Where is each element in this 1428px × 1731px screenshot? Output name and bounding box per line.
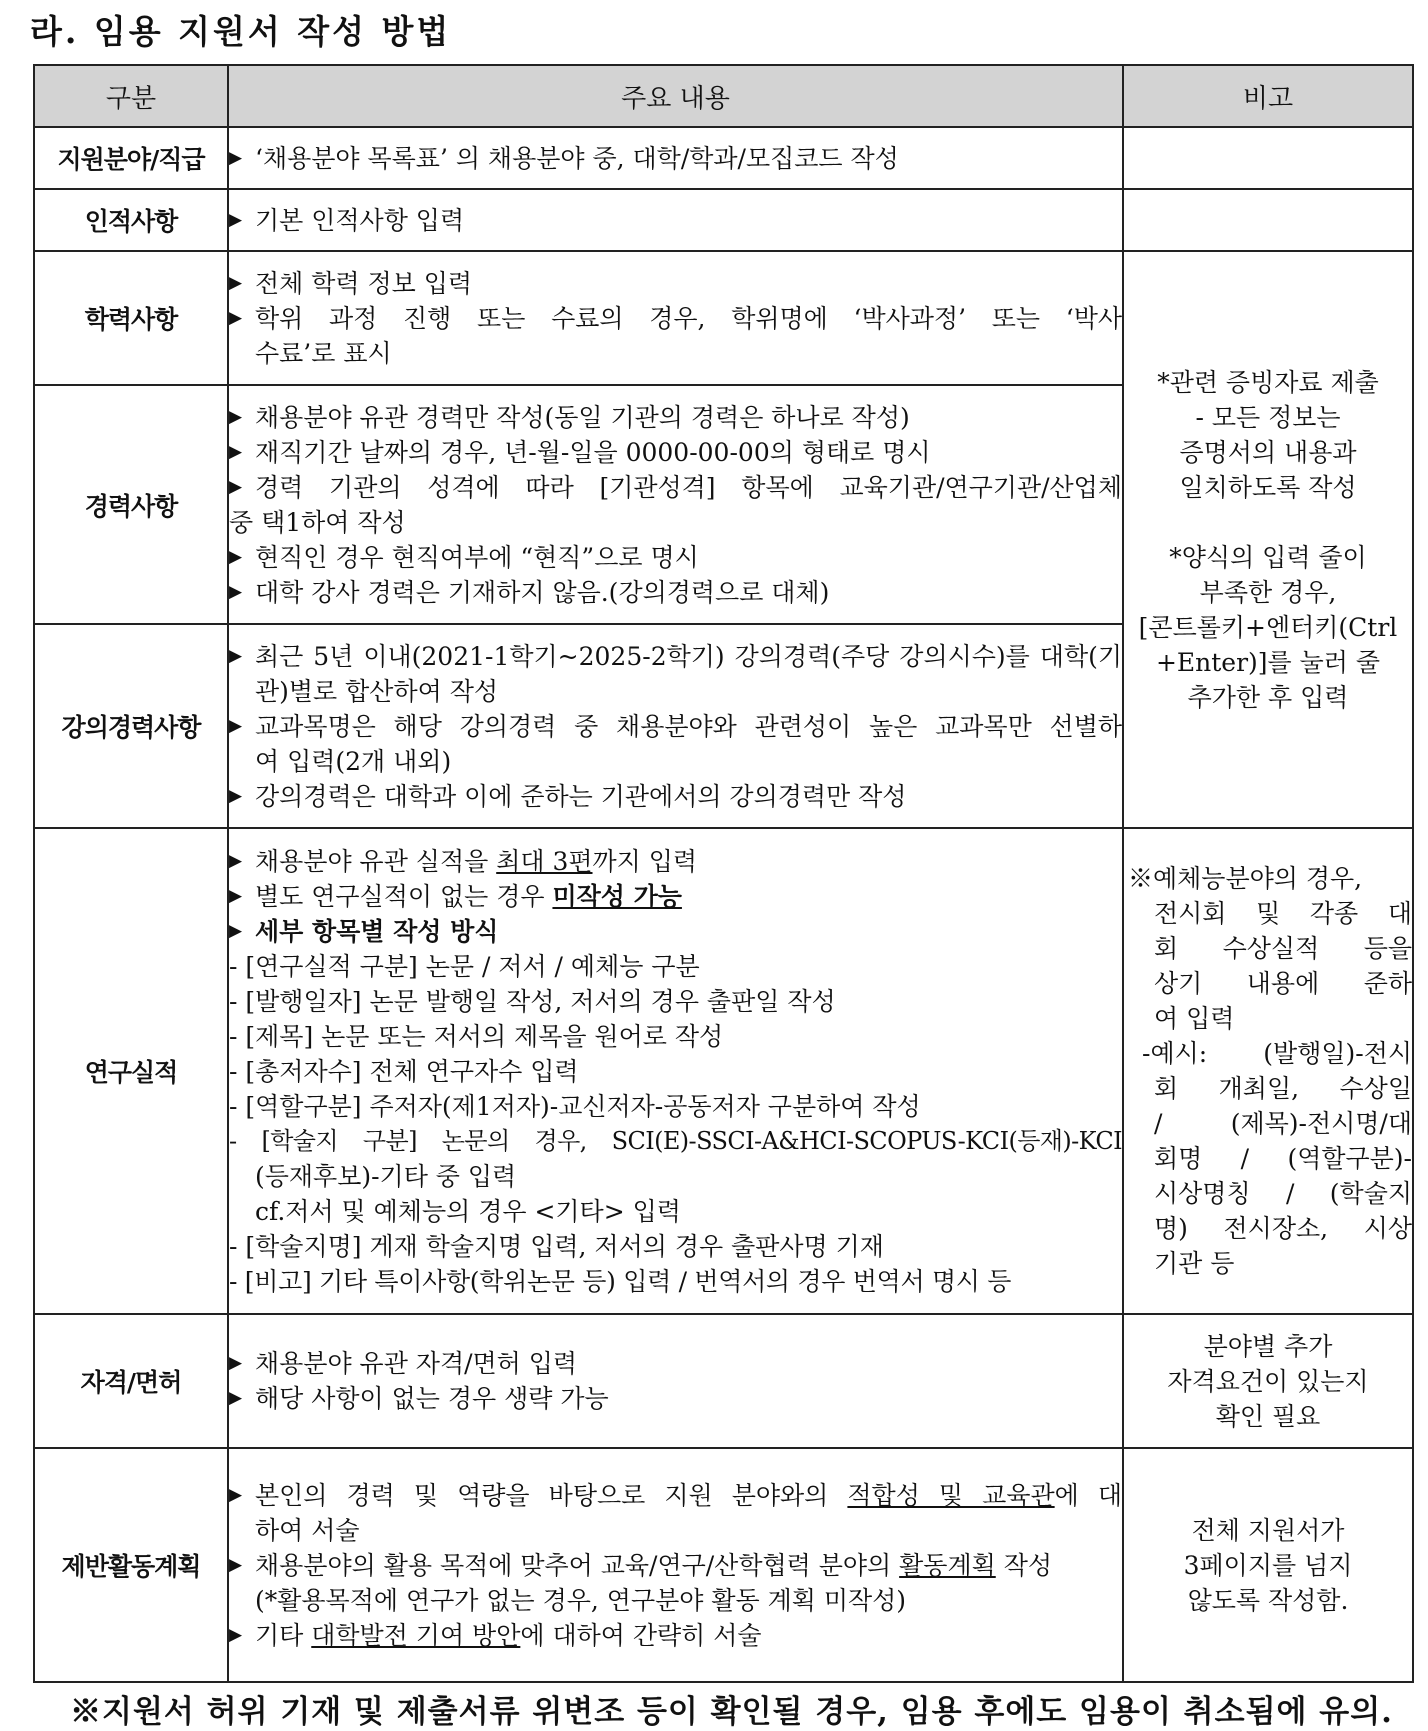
bullet-item: ▶ 대학 강사 경력은 기재하지 않음.(강의경력으로 대체) [229,575,1122,610]
footer-warning: ※지원서 허위 기재 및 제출서류 위변조 등이 확인될 경우, 임용 후에도 임용이 취소됨에 유의. [70,1694,1393,1730]
bullet-item: ▶ 채용분야 유관 경력만 작성(동일 기관의 경력은 하나로 작성) [229,400,1122,435]
bullet-triangle-icon: ▶ [229,476,243,497]
row-category: 지원분야/직급 [34,127,228,189]
row-content: ▶ 채용분야 유관 경력만 작성(동일 기관의 경력은 하나로 작성) ▶ 재직기간 날짜의 경우, 년-월-일을 0000-00-00의 형태로 명시 ▶ 경력 기관의 성격에 따라 [기관성격] 항목에 교육기관/연구기관/산업체 중 택1하여 작성 ▶ 현직인 경우 현직여부에 “현직”으로 명시 ▶ 대학 강사 경력은 기재하지 않음.(강의경력으로 대체) [228,385,1123,624]
row-content [228,1448,1123,1682]
row-content: ▶ 채용분야 유관 실적을 최대 3편까지 입력 ▶ 별도 연구실적이 없는 경우 미작성 가능 ▶ 세부 항목별 작성 방식 - [연구실적 구분] 논문 / 저서 / 예체능 구분 - [발행일자] 논문 발행일 작성, 저서의 경우 출판일 작성 - [제목] 논문 또는 저서의 제목을 원어로 작성 - [총저자수] 전체 연구자수 입력 - [역할구분] 주저자(제1저자)-교신저자-공동저자 구분하여 작성 - [학술지 구분] 논문의 경우, SCI(E)-SSCI-A&HCI-SCOPUS-KCI(등재)-KCI (등재후보)-기타 중 입력 cf.저서 및 예체능의 경우 <기타> 입력 - [학술지명] 게재 학술지명 입력, 저서의 경우 출판사명 기재 - [비고] 기타 특이사항(학위논문 등) 입력 / 번역서의 경우 번역서 명시 등 [228,828,1123,1314]
bullet-triangle-icon: ▶ [229,209,243,230]
row-note-license: 분야별 추가 자격요건이 있는지 확인 필요 [1123,1314,1413,1448]
table-row [34,828,1413,1314]
bullet-item: ▶ ‘채용분야 목록표’ 의 채용분야 중, 대학/학과/모집코드 작성 [229,141,1122,176]
header-content: 주요 내용 [228,65,1123,127]
row-category: 학력사항 [34,251,228,385]
bullet-item: ▶ 별도 연구실적이 없는 경우 미작성 가능 [229,879,1122,914]
detail-item: - [학술지명] 게재 학술지명 입력, 저서의 경우 출판사명 기재 [229,1231,884,1261]
row-note-evidence: *관련 증빙자료 제출 - 모든 정보는 증명서의 내용과 일치하도록 작성 *양식의 입력 줄이 부족한 경우, [콘트롤키+엔터키(Ctrl +Enter)]를 눌러 줄 추가한 후 입력 [1123,251,1413,828]
table-row [34,127,1413,189]
row-note [1123,189,1413,251]
bullet-item: ▶ 기타 대학발전 기여 방안에 대하여 간략히 서술 [229,1618,1122,1653]
row-content [228,127,1123,189]
table-row [34,251,1413,385]
table-header-row [34,65,1413,127]
bullet-item: ▶ 현직인 경우 현직여부에 “현직”으로 명시 [229,540,1122,575]
row-category: 인적사항 [34,189,228,251]
row-category: 경력사항 [34,385,228,624]
bullet-item: ▶ 재직기간 날짜의 경우, 년-월-일을 0000-00-00의 형태로 명시 [229,435,1122,470]
detail-item: - [총저자수] 전체 연구자수 입력 [229,1056,579,1086]
bullet-triangle-icon: ▶ [229,885,243,906]
table-row [34,189,1413,251]
row-category: 제반활동계획 [34,1448,228,1682]
row-category: 연구실적 [34,828,228,1314]
header-note: 비고 [1123,65,1413,127]
bullet-triangle-icon: ▶ [229,715,243,736]
detail-item: - [학술지 구분] 논문의 경우, SCI(E)-SSCI-A&HCI-SCOPUS-KCI(등재)-KCI [229,1126,1122,1155]
bullet-triangle-icon: ▶ [229,1388,243,1408]
row-note-arts: ※예체능분야의 경우, 전시회 및 각종 대 회 수상실적 등을 상기 내용에 준하 여 입력 -예시: (발행일)-전시 회 개최일, 수상일 / (제목)-전시명/대 회명 / (역할구분)- 시상명칭 / (학술지 명) 전시장소, 시상 기관 등 [1123,828,1413,1314]
table-row [34,1314,1413,1448]
bullet-triangle-icon: ▶ [229,1624,243,1645]
bullet-item: ▶ 학위 과정 진행 또는 수료의 경우, 학위명에 ‘박사과정’ 또는 ‘박사 수료’로 표시 [229,301,1122,371]
header-category: 구분 [34,65,228,127]
bullet-item: ▶ 해당 사항이 없는 경우 생략 가능 [229,1381,1122,1416]
bullet-triangle-icon: ▶ [229,1353,243,1373]
row-content [228,189,1123,251]
row-category: 강의경력사항 [34,624,228,828]
bullet-triangle-icon: ▶ [229,920,243,941]
bullet-item: ▶ 채용분야의 활용 목적에 맞추어 교육/연구/산학협력 분야의 활동계획 작성 (*활용목적에 연구가 없는 경우, 연구분야 활동 계획 미작성) [229,1548,1122,1618]
row-note-length: 전체 지원서가 3페이지를 넘지 않도록 작성함. [1123,1448,1413,1682]
bullet-triangle-icon: ▶ [229,147,243,168]
bullet-item: ▶ 전체 학력 정보 입력 [229,266,1122,301]
bullet-item: ▶ 경력 기관의 성격에 따라 [기관성격] 항목에 교육기관/연구기관/산업체 [229,470,1122,505]
detail-item: - [발행일자] 논문 발행일 작성, 저서의 경우 출판일 작성 [229,986,836,1016]
detail-item: - [역할구분] 주저자(제1저자)-교신저자-공동저자 구분하여 작성 [229,1091,921,1121]
application-guide-table [33,64,1414,1683]
detail-item: - [연구실적 구분] 논문 / 저서 / 예체능 구분 [229,951,700,981]
bullet-triangle-icon: ▶ [229,546,243,567]
detail-item: - [비고] 기타 특이사항(학위논문 등) 입력 / 번역서의 경우 번역서 명시 등 [229,1266,1012,1296]
bullet-item: ▶ 기본 인적사항 입력 [229,203,1122,238]
bullet-triangle-icon: ▶ [229,307,243,328]
row-content [228,251,1123,385]
bullet-item: ▶ 최근 5년 이내(2021-1학기~2025-2학기) 강의경력(주당 강의시수)를 대학(기 관)별로 합산하여 작성 [229,639,1122,709]
detail-item: - [제목] 논문 또는 저서의 제목을 원어로 작성 [229,1021,724,1051]
bullet-item: ▶ 본인의 경력 및 역량을 바탕으로 지원 분야와의 적합성 및 교육관에 대 하여 서술 [229,1478,1122,1548]
bullet-item: ▶ 강의경력은 대학과 이에 준하는 기관에서의 강의경력만 작성 [229,779,1122,814]
bullet-triangle-icon: ▶ [229,850,243,871]
bullet-triangle-icon: ▶ [229,272,243,293]
bullet-triangle-icon: ▶ [229,785,243,806]
bullet-triangle-icon: ▶ [229,441,243,462]
bullet-triangle-icon: ▶ [229,645,243,666]
bullet-triangle-icon: ▶ [229,406,243,427]
row-category: 자격/면허 [34,1314,228,1448]
bullet-triangle-icon: ▶ [229,1554,243,1575]
bullet-item: ▶ 채용분야 유관 자격/면허 입력 [229,1346,1122,1381]
row-content [228,624,1123,828]
bullet-triangle-icon: ▶ [229,581,243,602]
page-title: 라. 임용 지원서 작성 방법 [30,12,452,51]
bullet-item: ▶ 교과목명은 해당 강의경력 중 채용분야와 관련성이 높은 교과목만 선별하 여 입력(2개 내외) [229,709,1122,779]
bullet-item: ▶ 채용분야 유관 실적을 최대 3편까지 입력 [229,844,1122,879]
row-note [1123,127,1413,189]
table-row [34,1448,1413,1682]
bullet-triangle-icon: ▶ [229,1484,243,1505]
row-content [228,1314,1123,1448]
bullet-item: ▶ 세부 항목별 작성 방식 [229,914,1122,949]
